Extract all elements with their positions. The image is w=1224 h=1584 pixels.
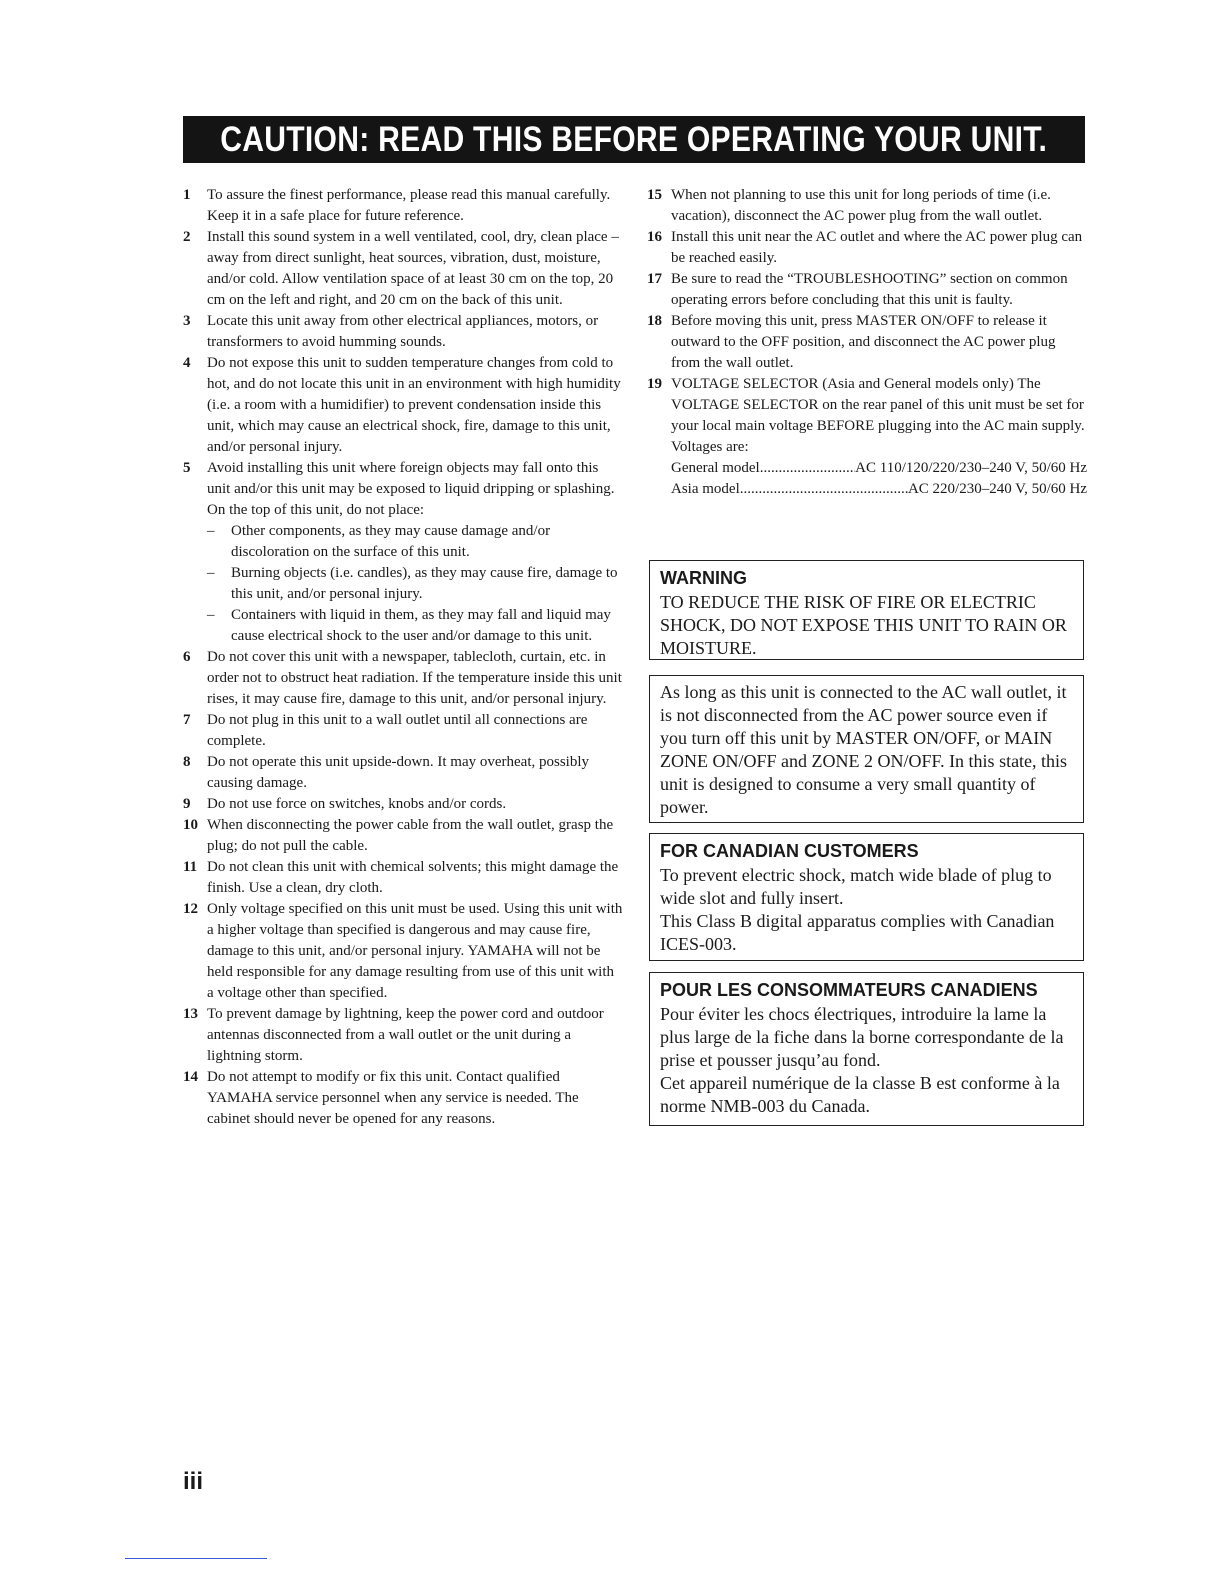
item-number: 18 — [647, 313, 662, 329]
item-number: 14 — [183, 1069, 198, 1085]
item-number: 16 — [647, 229, 662, 245]
item-number: 4 — [183, 355, 191, 371]
item-text: Do not attempt to modify or fix this unit. Contact qualified YAMAHA service personnel when any service is needed. The cabinet should never be opened for any reasons. — [207, 1069, 579, 1127]
sub-list-item — [207, 605, 623, 647]
list-item — [647, 311, 1087, 374]
voltage-model-label: Asia model — [671, 481, 740, 497]
voltage-value: AC 220/230–240 V, 50/60 Hz — [907, 481, 1087, 497]
item-text: VOLTAGE SELECTOR (Asia and General models only) The VOLTAGE SELECTOR on the rear panel of this unit must be set for your local main voltage BEFORE plugging into the AC main supply. Voltages are: — [671, 376, 1085, 455]
list-item — [183, 227, 623, 311]
dash-bullet: – — [207, 607, 215, 623]
canadian-customers-title: FOR CANADIAN CUSTOMERS — [660, 841, 919, 861]
canadian-customers-box — [649, 833, 1084, 961]
list-item — [183, 311, 623, 353]
list-item — [183, 752, 623, 794]
voltage-row-general — [671, 458, 1087, 479]
item-text: Do not cover this unit with a newspaper, tablecloth, curtain, etc. in order not to obstruct heat radiation. If the temperature inside this unit rises, it may cause fire, damage to this unit, and/or personal injury. — [207, 649, 622, 707]
voltage-model-label: General model — [671, 460, 760, 476]
list-item — [183, 899, 623, 1004]
item-number: 19 — [647, 376, 662, 392]
item-text: Be sure to read the “TROUBLESHOOTING” section on common operating errors before concluding that this unit is faulty. — [671, 271, 1068, 308]
footer-rule — [125, 1558, 267, 1559]
warning-box — [649, 560, 1084, 660]
canadian-customers-fr-text: Pour éviter les chocs électriques, introduire la lame la plus large de la fiche dans la borne correspondante de la prise et pousser jusqu’au fond. — [660, 1004, 1064, 1070]
dot-leader — [740, 479, 908, 500]
dash-bullet: – — [207, 523, 215, 539]
list-item — [183, 710, 623, 752]
item-number: 8 — [183, 754, 191, 770]
list-item — [647, 227, 1087, 269]
item-text: Do not clean this unit with chemical solvents; this might damage the finish. Use a clean, dry cloth. — [207, 859, 619, 896]
warning-text: TO REDUCE THE RISK OF FIRE OR ELECTRIC SHOCK, DO NOT EXPOSE THIS UNIT TO RAIN OR MOISTURE. — [660, 592, 1067, 658]
item-text: Do not operate this unit upside-down. It may overheat, possibly causing damage. — [207, 754, 590, 791]
item-number: 5 — [183, 460, 191, 476]
item-number: 9 — [183, 796, 191, 812]
list-item — [183, 458, 623, 521]
sub-item-text: Burning objects (i.e. candles), as they may cause fire, damage to this unit, and/or personal injury. — [231, 565, 618, 602]
sub-list-item — [207, 563, 623, 605]
item-text: When not planning to use this unit for long periods of time (i.e. vacation), disconnect the AC power plug from the wall outlet. — [671, 187, 1051, 224]
caution-header — [183, 116, 1085, 163]
item-text: Do not use force on switches, knobs and/or cords. — [207, 796, 507, 812]
sub-item-text: Containers with liquid in them, as they may fall and liquid may cause electrical shock to the user and/or damage to this unit. — [231, 607, 611, 644]
right-column — [647, 185, 1087, 500]
list-item — [183, 1067, 623, 1130]
item-number: 6 — [183, 649, 191, 665]
item-number: 1 — [183, 187, 191, 203]
item-text: Locate this unit away from other electrical appliances, motors, or transformers to avoid humming sounds. — [207, 313, 599, 350]
item-text: Install this unit near the AC outlet and where the AC power plug can be reached easily. — [671, 229, 1083, 266]
canadian-customers-fr-box — [649, 972, 1084, 1126]
list-item — [183, 815, 623, 857]
dot-leader — [760, 458, 855, 479]
item-text: Avoid installing this unit where foreign objects may fall onto this unit and/or this unit may be exposed to liquid dripping or splashing. On the top of this unit, do not place: — [207, 460, 615, 518]
item-number: 12 — [183, 901, 198, 917]
power-notice-box — [649, 675, 1084, 823]
item-text: Do not plug in this unit to a wall outlet until all connections are complete. — [207, 712, 588, 749]
item-number: 13 — [183, 1006, 198, 1022]
list-item — [183, 185, 623, 227]
item-number: 7 — [183, 712, 191, 728]
item-text: Do not expose this unit to sudden temperature changes from cold to hot, and do not locate this unit in an environment with high humidity (i.e. a room with a humidifier) to prevent condensation inside this unit, which may cause an electrical shock, fire, damage to this unit, and/or personal injury. — [207, 355, 621, 455]
item-number: 17 — [647, 271, 662, 287]
list-item — [647, 374, 1087, 458]
item-text: To assure the finest performance, please read this manual carefully. Keep it in a safe place for future reference. — [207, 187, 611, 224]
canadian-customers-text: This Class B digital apparatus complies with Canadian ICES-003. — [660, 911, 1055, 954]
power-notice-text: As long as this unit is connected to the AC wall outlet, it is not disconnected from the AC power source even if you turn off this unit by MASTER ON/OFF, or MAIN ZONE ON/OFF and ZONE 2 ON/OFF. In this state, this unit is designed to consume a very small quantity of power. — [660, 682, 1068, 817]
list-item — [183, 1004, 623, 1067]
warning-title: WARNING — [660, 568, 747, 588]
voltage-value: AC 110/120/220/230–240 V, 50/60 Hz — [855, 460, 1087, 476]
left-column — [183, 185, 623, 1130]
canadian-customers-fr-text: Cet appareil numérique de la classe B est conforme à la norme NMB-003 du Canada. — [660, 1073, 1060, 1116]
item-text: Install this sound system in a well ventilated, cool, dry, clean place – away from direct sunlight, heat sources, vibration, dust, moisture, and/or cold. Allow ventilation space of at least 30 cm on the top, 20 cm on the left and right, and 20 cm on the back of this unit. — [207, 229, 619, 308]
caution-title: CAUTION: READ THIS BEFORE OPERATING YOUR UNIT. — [220, 119, 1048, 159]
item-number: 2 — [183, 229, 191, 245]
item-number: 11 — [183, 859, 198, 875]
canadian-customers-fr-title: POUR LES CONSOMMATEURS CANADIENS — [660, 980, 1038, 1000]
list-item — [183, 647, 623, 710]
voltage-row-asia — [671, 479, 1087, 500]
list-item — [183, 353, 623, 458]
canadian-customers-text: To prevent electric shock, match wide blade of plug to wide slot and fully insert. — [660, 865, 1052, 908]
list-item — [647, 269, 1087, 311]
item-number: 3 — [183, 313, 191, 329]
item-text: Only voltage specified on this unit must be used. Using this unit with a higher voltage than specified is dangerous and may cause fire, damage to this unit, and/or personal injury. YAMAHA will not be held responsible for any damage resulting from use of this unit with a voltage other than specified. — [207, 901, 623, 1001]
page-number: iii — [183, 1468, 204, 1495]
list-item — [183, 794, 623, 815]
item-number: 10 — [183, 817, 198, 833]
sub-list-item — [207, 521, 623, 563]
list-item — [647, 185, 1087, 227]
sub-item-text: Other components, as they may cause damage and/or discoloration on the surface of this unit. — [231, 523, 551, 560]
item-text: Before moving this unit, press MASTER ON/OFF to release it outward to the OFF position, and disconnect the AC power plug from the wall outlet. — [671, 313, 1056, 371]
item-text: To prevent damage by lightning, keep the power cord and outdoor antennas disconnected from a wall outlet or the unit during a lightning storm. — [207, 1006, 604, 1064]
list-item — [183, 857, 623, 899]
dash-bullet: – — [207, 565, 215, 581]
item-number: 15 — [647, 187, 662, 203]
item-text: When disconnecting the power cable from the wall outlet, grasp the plug; do not pull the cable. — [207, 817, 614, 854]
